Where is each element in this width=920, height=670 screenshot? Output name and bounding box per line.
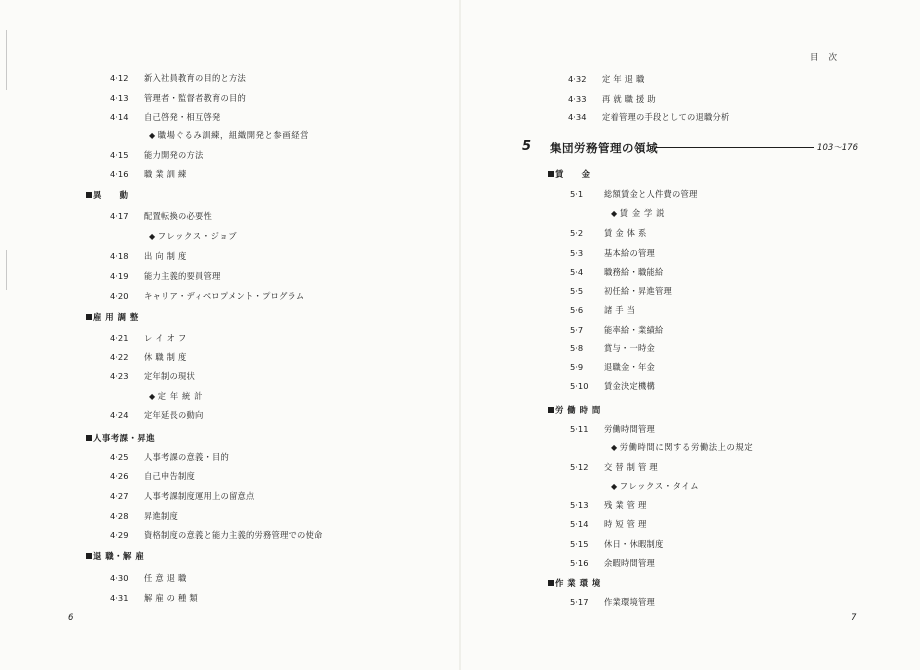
toc-topic: [149, 391, 203, 402]
toc-entry: [110, 291, 304, 301]
toc-entry: [570, 228, 647, 238]
toc-topic: [611, 481, 699, 492]
entry-number: 5·5: [570, 286, 584, 296]
section-marker: [86, 192, 92, 198]
toc-entry: [110, 169, 187, 179]
entry-title: 新入社員教育の目的と方法: [144, 73, 246, 83]
entry-number: 4·32: [568, 74, 587, 84]
toc-entry: [570, 286, 672, 296]
chapter-heading: [522, 139, 860, 155]
entry-number: 5·7: [570, 325, 584, 335]
toc-entry: [110, 333, 187, 343]
toc-entry: [570, 325, 663, 335]
entry-title: 再 就 職 援 助: [602, 94, 656, 104]
entry-number: 5·15: [570, 539, 589, 549]
entry-number: 4·26: [110, 471, 129, 481]
diamond-bullet-icon: ◆: [611, 482, 618, 491]
right-page: [460, 0, 920, 670]
entry-number: 4·20: [110, 291, 129, 301]
section-marker: [548, 171, 554, 177]
toc-entry: [570, 597, 655, 607]
entry-title: 管理者・監督者教育の目的: [144, 93, 246, 103]
section-marker: [86, 553, 92, 559]
entry-title: 職務給・職能給: [604, 267, 664, 277]
entry-title: 残 業 管 理: [604, 500, 647, 510]
toc-entry: [570, 248, 655, 258]
entry-title: 人事考課の意義・目的: [144, 452, 229, 462]
toc-entry: [570, 462, 658, 472]
toc-topic: [611, 442, 753, 453]
toc-entry: [570, 519, 647, 529]
entry-number: 5·13: [570, 500, 589, 510]
entry-number: 4·12: [110, 73, 129, 83]
entry-title: 解 雇 の 種 類: [144, 593, 198, 603]
entry-number: 4·15: [110, 150, 129, 160]
entry-title: 賃金決定機構: [604, 381, 655, 391]
toc-section-heading: [548, 578, 601, 588]
toc-entry: [110, 271, 220, 281]
entry-title: 定 年 退 職: [602, 74, 645, 84]
entry-title: 労働時間管理: [604, 424, 655, 434]
toc-topic: [149, 231, 237, 242]
toc-entry: [570, 343, 655, 353]
section-marker: [86, 435, 92, 441]
topic-title: フレックス・タイム: [619, 481, 700, 491]
chapter-title: 集団労務管理の領域: [550, 141, 658, 155]
leader-rule: [656, 147, 814, 148]
entry-number: 4·23: [110, 371, 129, 381]
page-number-right: 7: [851, 613, 857, 623]
section-title: 雇 用 調 整: [93, 312, 139, 322]
toc-entry: [110, 452, 229, 462]
section-marker: [548, 580, 554, 586]
entry-number: 5·14: [570, 519, 589, 529]
entry-number: 5·12: [570, 462, 589, 472]
section-title: 人事考課・昇進: [93, 433, 156, 443]
entry-title: 初任給・昇進管理: [604, 286, 672, 296]
toc-entry: [570, 362, 655, 372]
section-title: 賃 金: [555, 169, 591, 179]
section-marker: [548, 407, 554, 413]
toc-entry: [570, 381, 655, 391]
entry-title: 能力主義的要員管理: [144, 271, 221, 281]
toc-entry: [110, 491, 254, 501]
section-title: 作 業 環 境: [555, 578, 601, 588]
entry-number: 5·2: [570, 228, 584, 238]
entry-number: 4·31: [110, 593, 129, 603]
topic-title: フレックス・ジョブ: [157, 231, 238, 241]
toc-entry: [110, 410, 203, 420]
entry-number: 5·1: [570, 189, 584, 199]
entry-number: 4·24: [110, 410, 129, 420]
entry-title: 自己申告制度: [144, 471, 195, 481]
topic-title: 賃 金 学 説: [619, 208, 666, 218]
entry-number: 5·6: [570, 305, 584, 315]
toc-section-heading: [548, 405, 601, 415]
entry-title: 配置転換の必要性: [144, 211, 212, 221]
toc-entry: [110, 352, 187, 362]
toc-topic: [611, 208, 665, 219]
diamond-bullet-icon: ◆: [149, 392, 156, 401]
entry-title: 任 意 退 職: [144, 573, 187, 583]
toc-entry: [110, 93, 246, 103]
section-marker: [86, 314, 92, 320]
entry-number: 5·9: [570, 362, 584, 372]
toc-entry: [570, 305, 635, 315]
toc-section-heading: [86, 312, 139, 322]
section-title: 退 職・解 雇: [93, 551, 145, 561]
toc-entry: [570, 539, 663, 549]
toc-entry: [110, 112, 220, 122]
entry-title: 休日・休暇制度: [604, 539, 664, 549]
toc-entry: [570, 500, 647, 510]
chapter-page-range: 103〜176: [817, 143, 858, 153]
toc-entry: [570, 267, 663, 277]
toc-entry: [110, 73, 246, 83]
entry-number: 4·28: [110, 511, 129, 521]
entry-title: 能率給・業績給: [604, 325, 664, 335]
entry-title: 諸 手 当: [604, 305, 636, 315]
entry-number: 4·30: [110, 573, 129, 583]
toc-entry: [110, 371, 195, 381]
entry-title: 余暇時間管理: [604, 558, 655, 568]
entry-title: 賞与・一時金: [604, 343, 655, 353]
entry-title: 自己啓発・相互啓発: [144, 112, 221, 122]
entry-number: 5·11: [570, 424, 589, 434]
entry-number: 4·33: [568, 94, 587, 104]
section-title: 労 働 時 間: [555, 405, 601, 415]
page-number-left: 6: [68, 613, 74, 623]
toc-entry: [568, 112, 729, 122]
entry-title: 基本給の管理: [604, 248, 655, 258]
entry-number: 4·16: [110, 169, 129, 179]
toc-topic: [149, 130, 309, 141]
topic-title: 労働時間に関する労働法上の規定: [619, 442, 754, 452]
entry-number: 4·19: [110, 271, 129, 281]
entry-number: 5·8: [570, 343, 584, 353]
toc-section-heading: [86, 551, 144, 561]
entry-title: 時 短 管 理: [604, 519, 647, 529]
entry-title: レ イ オ フ: [144, 333, 187, 343]
entry-number: 4·27: [110, 491, 129, 501]
toc-entry: [570, 189, 697, 199]
running-head: 目次: [810, 53, 848, 63]
entry-title: 定年制の現状: [144, 371, 195, 381]
diamond-bullet-icon: ◆: [149, 131, 156, 140]
chapter-number: 5: [522, 139, 532, 154]
topic-title: 職場ぐるみ訓練，組織開発と参画経営: [157, 130, 310, 140]
entry-number: 4·18: [110, 251, 129, 261]
entry-title: 退職金・年金: [604, 362, 655, 372]
entry-title: 職 業 訓 練: [144, 169, 187, 179]
toc-section-heading: [86, 433, 155, 443]
entry-number: 5·16: [570, 558, 589, 568]
entry-number: 5·10: [570, 381, 589, 391]
entry-title: 作業環境管理: [604, 597, 655, 607]
entry-title: 休 職 制 度: [144, 352, 187, 362]
entry-number: 4·17: [110, 211, 129, 221]
toc-section-heading: [548, 169, 591, 179]
diamond-bullet-icon: ◆: [149, 232, 156, 241]
entry-title: 人事考課制度運用上の留意点: [144, 491, 255, 501]
entry-number: 5·3: [570, 248, 584, 258]
entry-number: 4·21: [110, 333, 129, 343]
toc-entry: [568, 74, 645, 84]
entry-number: 5·4: [570, 267, 584, 277]
entry-title: キャリア・ディベロプメント・プログラム: [144, 291, 305, 301]
entry-title: 賃 金 体 系: [604, 228, 647, 238]
entry-title: 能力開発の方法: [144, 150, 204, 160]
entry-number: 4·13: [110, 93, 129, 103]
diamond-bullet-icon: ◆: [611, 443, 618, 452]
toc-entry: [110, 471, 195, 481]
toc-entry: [110, 150, 203, 160]
toc-section-heading: [86, 190, 129, 200]
toc-entry: [110, 211, 212, 221]
entry-number: 5·17: [570, 597, 589, 607]
entry-title: 交 替 制 管 理: [604, 462, 658, 472]
entry-number: 4·29: [110, 530, 129, 540]
topic-title: 定 年 統 計: [157, 391, 204, 401]
entry-title: 定年延長の動向: [144, 410, 204, 420]
entry-title: 総額賃金と人件費の管理: [604, 189, 698, 199]
toc-entry: [568, 94, 656, 104]
toc-entry: [110, 511, 178, 521]
toc-entry: [110, 573, 187, 583]
entry-title: 資格制度の意義と能力主義的労務管理での使命: [144, 530, 323, 540]
entry-title: 定着管理の手段としての退職分析: [602, 112, 730, 122]
toc-entry: [570, 558, 655, 568]
diamond-bullet-icon: ◆: [611, 209, 618, 218]
toc-entry: [110, 530, 322, 540]
toc-entry: [570, 424, 655, 434]
entry-number: 4·25: [110, 452, 129, 462]
entry-title: 昇進制度: [144, 511, 178, 521]
toc-entry: [110, 593, 198, 603]
entry-number: 4·34: [568, 112, 587, 122]
entry-number: 4·14: [110, 112, 129, 122]
toc-entry: [110, 251, 187, 261]
entry-title: 出 向 制 度: [144, 251, 187, 261]
section-title: 異 動: [93, 190, 129, 200]
entry-number: 4·22: [110, 352, 129, 362]
